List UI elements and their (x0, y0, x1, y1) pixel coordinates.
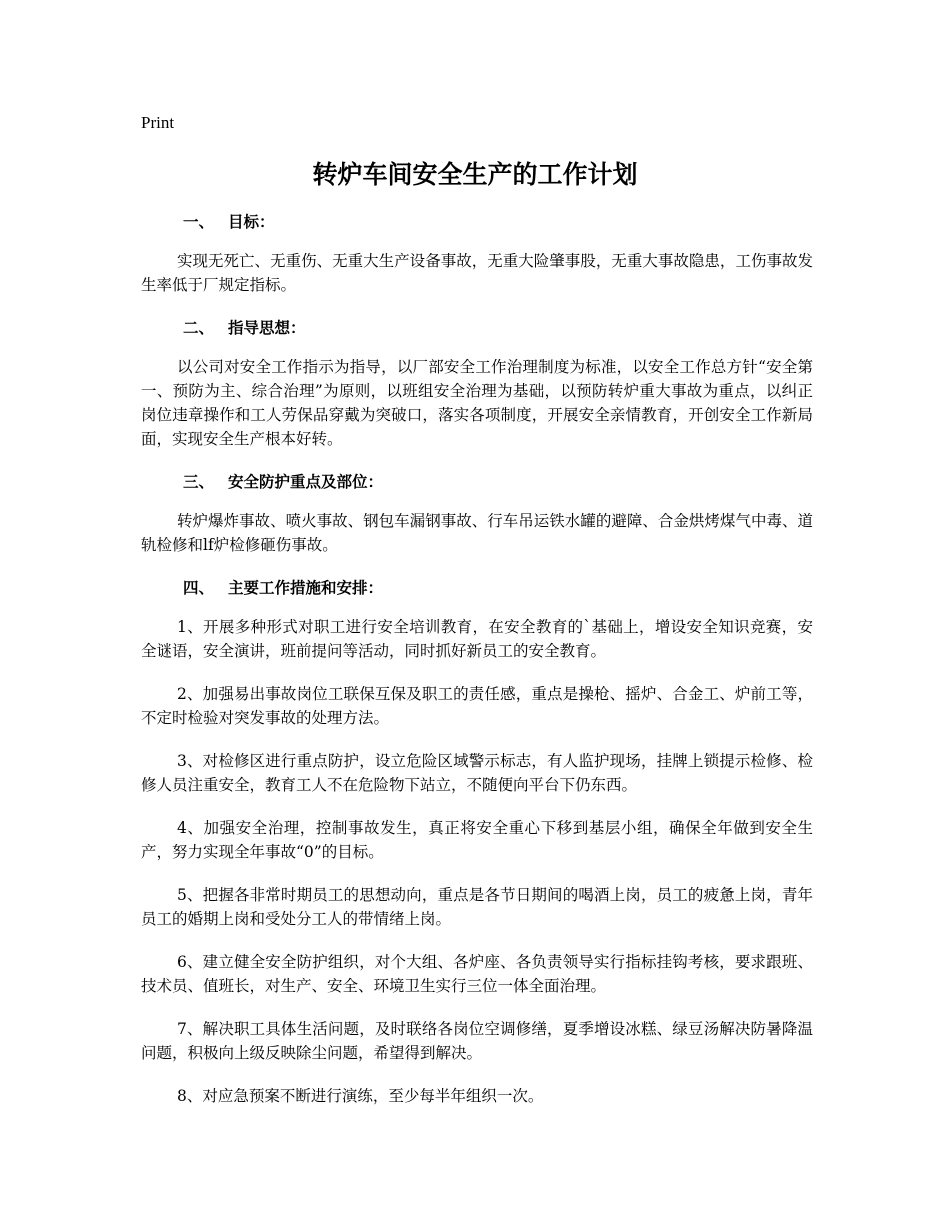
section-heading-text: 主要工作措施和安排： (228, 579, 384, 597)
section-heading (141, 210, 813, 234)
measure-item: 3、对检修区进行重点防护，设立危险区域警示标志，有人监护现场，挂牌上锁提示检修、检修人员注重安全，教育工人不在危险物下站立，不随便向平台下仍东西。 (141, 752, 813, 794)
section-measures (141, 576, 813, 1108)
measure-item: 5、把握各非常时期员工的思想动向，重点是各节日期间的喝酒上岗，员工的疲惫上岗，青年员工的婚期上岗和受处分工人的带情绪上岗。 (141, 886, 813, 928)
document-body (141, 210, 813, 1127)
section-heading-text: 安全防护重点及部位： (228, 473, 384, 491)
measure-item: 8、对应急预案不断进行演练，至少每半年组织一次。 (177, 1087, 544, 1105)
measure-item: 4、加强安全治理，控制事故发生，真正将安全重心下移到基层小组，确保全年做到安全生产，努力实现全年事故“0”的目标。 (141, 819, 813, 861)
section-number: 一、 (183, 213, 215, 231)
paragraph: 转炉爆炸事故、喷火事故、钢包车漏钢事故、行车吊运铁水罐的避障、合金烘烤煤气中毒、道轨检修和lf炉检修砸伤事故。 (141, 512, 813, 554)
section-heading (141, 470, 813, 494)
print-label: Print (141, 113, 175, 132)
measure-item: 7、解决职工具体生活问题，及时联络各岗位空调修缮，夏季增设冰糕、绿豆汤解决防暑降温问题，积极向上级反映除尘问题，希望得到解决。 (141, 1020, 813, 1062)
section-heading-text: 指导思想： (228, 319, 306, 337)
section-safety-focus (141, 470, 813, 557)
document-title: 转炉车间安全生产的工作计划 (312, 160, 638, 189)
section-heading (141, 576, 813, 600)
paragraph: 实现无死亡、无重伤、无重大生产设备事故，无重大险肇事股，无重大事故隐患，工伤事故发生率低于厂规定指标。 (141, 252, 813, 294)
measure-item: 2、加强易出事故岗位工联保互保及职工的责任感，重点是操枪、摇炉、合金工、炉前工等，不定时检验对突发事故的处理方法。 (141, 685, 813, 727)
paragraph: 以公司对安全工作指示为指导，以厂部安全工作治理制度为标准，以安全工作总方针“安全第一、预防为主、综合治理”为原则，以班组安全治理为基础，以预防转炉重大事故为重点，以纠正岗位违章操作和工人劳保品穿戴为突破口，落实各项制度，开展安全亲情教育，开创安全工作新局面，实现安全生产根本好转。 (141, 358, 813, 448)
section-heading (141, 316, 813, 340)
section-goals (141, 210, 813, 297)
section-number: 二、 (183, 319, 215, 337)
measure-item: 6、建立健全安全防护组织，对个大组、各炉座、各负责领导实行指标挂钩考核，要求跟班、技术员、值班长，对生产、安全、环境卫生实行三位一体全面治理。 (141, 953, 813, 995)
section-guiding-principles (141, 316, 813, 451)
section-number: 四、 (183, 579, 215, 597)
measure-item: 1、开展多种形式对职工进行安全培训教育，在安全教育的`基础上，增设安全知识竞赛，安全谜语，安全演讲，班前提问等活动，同时抓好新员工的安全教育。 (141, 618, 813, 660)
section-number: 三、 (183, 473, 215, 491)
section-heading-text: 目标： (228, 213, 275, 231)
